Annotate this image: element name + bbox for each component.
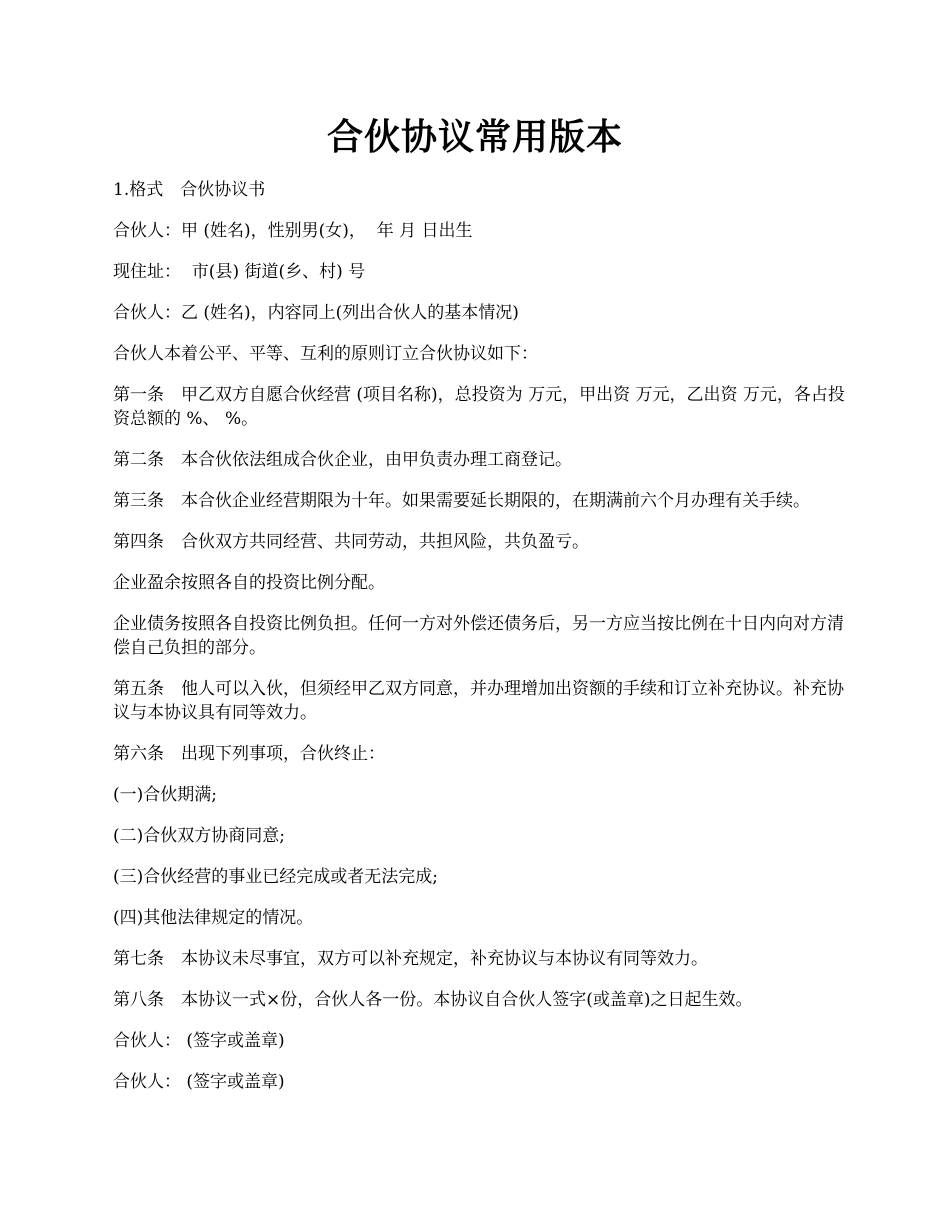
list-item-2: (二)合伙双方协商同意; — [113, 826, 285, 846]
paragraph-article-3: 第三条 本合伙企业经营期限为十年。如果需要延长期限的，在期满前六个月办理有关手续。 — [113, 491, 810, 511]
paragraph-article-7: 第七条 本协议未尽事宜，双方可以补充规定，补充协议与本协议有同等效力。 — [113, 949, 708, 969]
document-title: 合伙协议常用版本 — [326, 116, 623, 158]
paragraph-article-8: 第八条 本协议一式×份，合伙人各一份。本协议自合伙人签字(或盖章)之日起生效。 — [113, 990, 753, 1010]
signature-line-2: 合伙人： (签字或盖章) — [113, 1072, 285, 1092]
paragraph-partner-b: 合伙人：乙 (姓名)，内容同上(列出合伙人的基本情况) — [113, 303, 519, 323]
paragraph-partner-a: 合伙人：甲 (姓名)，性别男(女)， 年 月 日出生 — [113, 221, 473, 241]
document-body — [113, 178, 858, 1111]
paragraph-article-5: 第五条 他人可以入伙，但须经甲乙双方同意，并办理增加出资额的手续和订立补充协议。补充协议与本协议具有同等效力。 — [113, 679, 844, 723]
paragraph-article-4: 第四条 合伙双方共同经营、共同劳动，共担风险，共负盈亏。 — [113, 532, 589, 552]
paragraph-article-6: 第六条 出现下列事项，合伙终止： — [113, 744, 385, 764]
paragraph-debt: 企业债务按照各自投资比例负担。任何一方对外偿还债务后，另一方应当按比例在十日内向对方清偿自己负担的部分。 — [113, 614, 844, 658]
paragraph-article-2: 第二条 本合伙依法组成合伙企业，由甲负责办理工商登记。 — [113, 450, 572, 470]
signature-line-1: 合伙人： (签字或盖章) — [113, 1031, 285, 1051]
list-item-4: (四)其他法律规定的情况。 — [113, 908, 314, 928]
list-item-3: (三)合伙经营的事业已经完成或者无法完成; — [113, 867, 438, 887]
paragraph-address: 现住址： 市(县) 街道(乡、村) 号 — [113, 262, 366, 282]
paragraph-format: 1.格式 合伙协议书 — [113, 180, 266, 200]
paragraph-profit: 企业盈余按照各自的投资比例分配。 — [113, 573, 385, 593]
paragraph-preamble: 合伙人本着公平、平等、互利的原则订立合伙协议如下： — [113, 344, 538, 364]
list-item-1: (一)合伙期满; — [113, 785, 217, 805]
paragraph-article-1: 第一条 甲乙双方自愿合伙经营 (项目名称)，总投资为 万元，甲出资 万元，乙出资 万元，各占投资总额的 %、 %。 — [113, 385, 845, 429]
